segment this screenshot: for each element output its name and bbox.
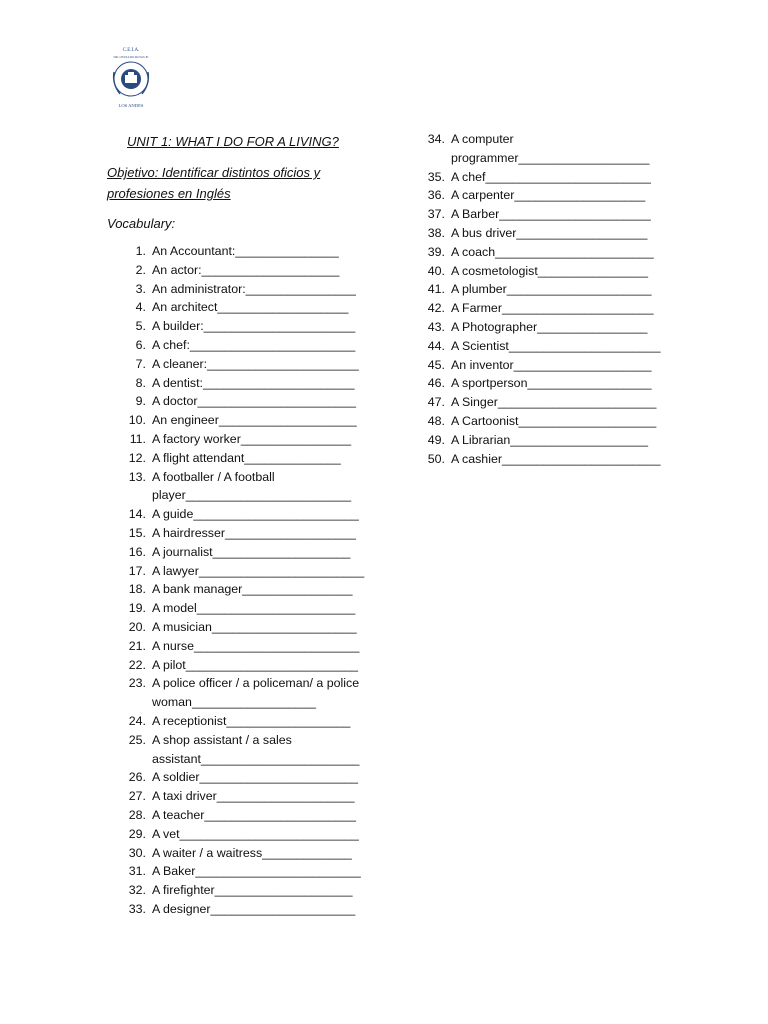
vocabulary-item-number: 2. — [135, 262, 146, 277]
vocabulary-item-text: A Baker________________________ — [152, 864, 361, 879]
vocabulary-item — [108, 599, 368, 618]
vocabulary-item-text: A sportperson__________________ — [451, 376, 652, 391]
vocabulary-item-number: 3. — [135, 281, 146, 296]
vocabulary-item-text: A soldier_______________________ — [152, 770, 359, 785]
vocabulary-item — [108, 468, 368, 506]
vocabulary-item-number: 44. — [427, 338, 445, 353]
vocabulary-item — [108, 543, 368, 562]
vocabulary-item-number: 39. — [427, 244, 445, 259]
vocabulary-item — [407, 318, 672, 337]
vocabulary-item-text: A chef:________________________ — [152, 337, 356, 352]
vocabulary-item-text: A cashier_______________________ — [451, 451, 661, 466]
vocabulary-item-number: 43. — [427, 319, 445, 334]
vocabulary-item-text: An administrator:________________ — [152, 281, 356, 296]
vocabulary-item — [407, 450, 672, 469]
vocabulary-item-number: 20. — [128, 619, 146, 634]
vocabulary-item-text: A footballer / A football player________________________ — [152, 469, 352, 503]
vocabulary-item — [407, 374, 672, 393]
vocabulary-item — [407, 356, 672, 375]
vocabulary-item — [108, 768, 368, 787]
vocabulary-item-text: A pilot_________________________ — [152, 657, 359, 672]
vocabulary-item-text: A designer_____________________ — [152, 901, 356, 916]
logo-line2: DR. OSVALDO ROJAS B. — [113, 55, 149, 59]
vocabulary-item-number: 16. — [128, 544, 146, 559]
vocabulary-item-number: 47. — [427, 395, 445, 410]
vocabulary-item-number: 34. — [427, 132, 445, 146]
vocabulary-item-number: 12. — [128, 450, 146, 465]
vocabulary-item-number: 1. — [135, 244, 146, 258]
vocabulary-item-number: 17. — [128, 563, 146, 578]
vocabulary-item-text: A lawyer________________________ — [152, 563, 365, 578]
vocabulary-item-number: 46. — [427, 376, 445, 391]
vocabulary-item — [108, 656, 368, 675]
vocabulary-item-number: 49. — [427, 432, 445, 447]
vocabulary-item-number: 11. — [129, 431, 146, 446]
vocabulary-item — [108, 430, 368, 449]
vocabulary-item — [407, 393, 672, 412]
vocabulary-item-text: A Cartoonist____________________ — [451, 413, 657, 428]
vocabulary-item — [108, 524, 368, 543]
vocabulary-item-number: 32. — [128, 883, 146, 898]
vocabulary-item-text: A coach_______________________ — [451, 244, 654, 259]
objective-text: Objetivo: Identificar distintos oficios y profesiones en Inglés — [107, 165, 321, 201]
vocabulary-item — [407, 224, 672, 243]
vocabulary-item-text: A cleaner:______________________ — [152, 356, 359, 371]
vocabulary-item-number: 33. — [128, 901, 146, 916]
vocabulary-item — [108, 449, 368, 468]
vocabulary-list-column-1 — [108, 242, 368, 919]
vocabulary-item-number: 4. — [135, 300, 146, 315]
vocabulary-item — [407, 412, 672, 431]
vocabulary-item — [108, 580, 368, 599]
vocabulary-item-number: 26. — [128, 770, 146, 785]
vocabulary-item-number: 31. — [128, 864, 146, 879]
vocabulary-item-text: A taxi driver____________________ — [152, 789, 355, 804]
vocabulary-item-text: A cosmetologist________________ — [451, 263, 649, 278]
vocabulary-item-text: A Photographer________________ — [451, 319, 648, 334]
vocabulary-item — [407, 262, 672, 281]
vocabulary-item — [108, 298, 368, 317]
vocabulary-item-text: An Accountant:_______________ — [152, 244, 339, 258]
vocabulary-item-number: 35. — [427, 169, 445, 184]
vocabulary-item — [108, 618, 368, 637]
vocabulary-item-number: 22. — [128, 657, 146, 672]
vocabulary-item-text: A Scientist______________________ — [451, 338, 661, 353]
vocabulary-item-text: A computer programmer___________________ — [451, 132, 650, 165]
vocabulary-item-text: A Farmer______________________ — [451, 301, 654, 316]
vocabulary-item-number: 10. — [128, 413, 146, 428]
vocabulary-item — [108, 374, 368, 393]
vocabulary-item — [407, 299, 672, 318]
vocabulary-item-text: An inventor____________________ — [451, 357, 652, 372]
vocabulary-item — [407, 280, 672, 299]
vocabulary-item — [108, 825, 368, 844]
vocabulary-item-text: An architect___________________ — [152, 300, 349, 315]
vocabulary-item-number: 38. — [427, 225, 445, 240]
vocabulary-item-text: A nurse________________________ — [152, 638, 360, 653]
vocabulary-item-number: 36. — [427, 188, 445, 203]
vocabulary-item-text: A flight attendant______________ — [152, 450, 341, 465]
vocabulary-item-number: 6. — [135, 337, 146, 352]
vocabulary-item — [108, 806, 368, 825]
vocabulary-item — [108, 844, 368, 863]
vocabulary-item-text: A chef________________________ — [451, 169, 651, 184]
vocabulary-item-text: A receptionist__________________ — [152, 713, 351, 728]
vocabulary-item-number: 7. — [135, 356, 146, 371]
vocabulary-item — [108, 731, 368, 769]
vocabulary-item-text: A carpenter___________________ — [451, 188, 646, 203]
school-logo — [104, 44, 158, 112]
vocabulary-item — [108, 787, 368, 806]
vocabulary-item — [407, 186, 672, 205]
vocabulary-item — [108, 280, 368, 299]
vocabulary-item — [108, 862, 368, 881]
vocabulary-item-text: A waiter / a waitress_____________ — [152, 845, 352, 860]
vocabulary-item-text: A model_______________________ — [152, 601, 356, 616]
vocabulary-item-number: 8. — [135, 375, 146, 390]
vocabulary-item-number: 37. — [427, 207, 445, 222]
vocabulary-item-text: A dentist:______________________ — [152, 375, 355, 390]
vocabulary-item-text: A guide________________________ — [152, 507, 359, 522]
vocabulary-item-number: 40. — [427, 263, 445, 278]
vocabulary-item-number: 13. — [128, 469, 146, 484]
vocabulary-item — [407, 168, 672, 187]
vocabulary-item — [108, 900, 368, 919]
vocabulary-item-text: A musician_____________________ — [152, 619, 357, 634]
vocabulary-item — [407, 243, 672, 262]
vocabulary-item-text: An engineer____________________ — [152, 413, 357, 428]
vocabulary-item-number: 23. — [128, 676, 146, 691]
vocabulary-item-number: 21. — [128, 638, 146, 653]
vocabulary-item-number: 28. — [128, 807, 146, 822]
vocabulary-item-number: 18. — [128, 582, 146, 597]
vocabulary-item-number: 48. — [427, 413, 445, 428]
vocabulary-item-text: A Librarian____________________ — [451, 432, 649, 447]
vocabulary-item-text: A police officer / a policeman/ a police woman__________________ — [152, 676, 360, 710]
vocabulary-item-text: A hairdresser___________________ — [152, 525, 356, 540]
vocabulary-item — [108, 674, 368, 712]
vocabulary-item-number: 25. — [128, 732, 146, 747]
vocabulary-item — [108, 411, 368, 430]
vocabulary-item-number: 15. — [128, 525, 146, 540]
vocabulary-item-number: 50. — [427, 451, 445, 466]
vocabulary-item — [407, 431, 672, 450]
vocabulary-item-text: A firefighter____________________ — [152, 883, 353, 898]
vocabulary-item — [108, 261, 368, 280]
vocabulary-item — [407, 337, 672, 356]
vocabulary-item-text: A builder:______________________ — [152, 319, 356, 334]
vocabulary-item-text: A vet__________________________ — [152, 826, 359, 841]
vocabulary-item-number: 30. — [128, 845, 146, 860]
vocabulary-item-text: A doctor_______________________ — [152, 394, 356, 409]
vocabulary-item-text: A bus driver___________________ — [451, 225, 648, 240]
vocabulary-item-number: 27. — [128, 789, 146, 804]
vocabulary-item-number: 19. — [128, 601, 146, 616]
vocabulary-item-number: 42. — [427, 301, 445, 316]
vocabulary-item-text: A factory worker________________ — [152, 431, 352, 446]
vocabulary-item-number: 5. — [135, 319, 146, 334]
vocabulary-item-text: A shop assistant / a sales assistant_______________________ — [152, 732, 360, 766]
vocabulary-item-text: A Singer_______________________ — [451, 395, 657, 410]
vocabulary-item-text: A journalist____________________ — [152, 544, 351, 559]
vocabulary-item — [108, 712, 368, 731]
vocabulary-item — [108, 562, 368, 581]
vocabulary-item — [108, 637, 368, 656]
vocabulary-item — [108, 392, 368, 411]
vocabulary-item-number: 29. — [128, 826, 146, 841]
vocabulary-item-text: A teacher______________________ — [152, 807, 356, 822]
vocabulary-item — [108, 355, 368, 374]
unit-title: UNIT 1: WHAT I DO FOR A LIVING? — [127, 134, 339, 149]
vocabulary-item-text: A Barber______________________ — [451, 207, 651, 222]
vocabulary-label: Vocabulary: — [107, 216, 176, 231]
vocabulary-item-text: A plumber_____________________ — [451, 282, 652, 297]
vocabulary-item-number: 45. — [427, 357, 445, 372]
logo-line3: LOS ANDES — [118, 103, 144, 108]
vocabulary-item-number: 24. — [128, 713, 146, 728]
vocabulary-item-number: 41. — [427, 282, 445, 297]
vocabulary-item-text: A bank manager________________ — [152, 582, 353, 597]
vocabulary-item — [407, 205, 672, 224]
logo-line1: C.E.I.A. — [122, 48, 140, 53]
vocabulary-item — [108, 336, 368, 355]
vocabulary-item-text: An actor:____________________ — [152, 262, 340, 277]
school-crest-icon — [104, 44, 158, 112]
vocabulary-item-number: 9. — [135, 394, 146, 409]
vocabulary-item — [108, 317, 368, 336]
vocabulary-list-column-2 — [407, 130, 672, 468]
vocabulary-item — [108, 881, 368, 900]
vocabulary-item — [108, 505, 368, 524]
vocabulary-item-number: 14. — [128, 507, 146, 522]
vocabulary-item — [108, 242, 368, 261]
vocabulary-item — [407, 130, 672, 168]
